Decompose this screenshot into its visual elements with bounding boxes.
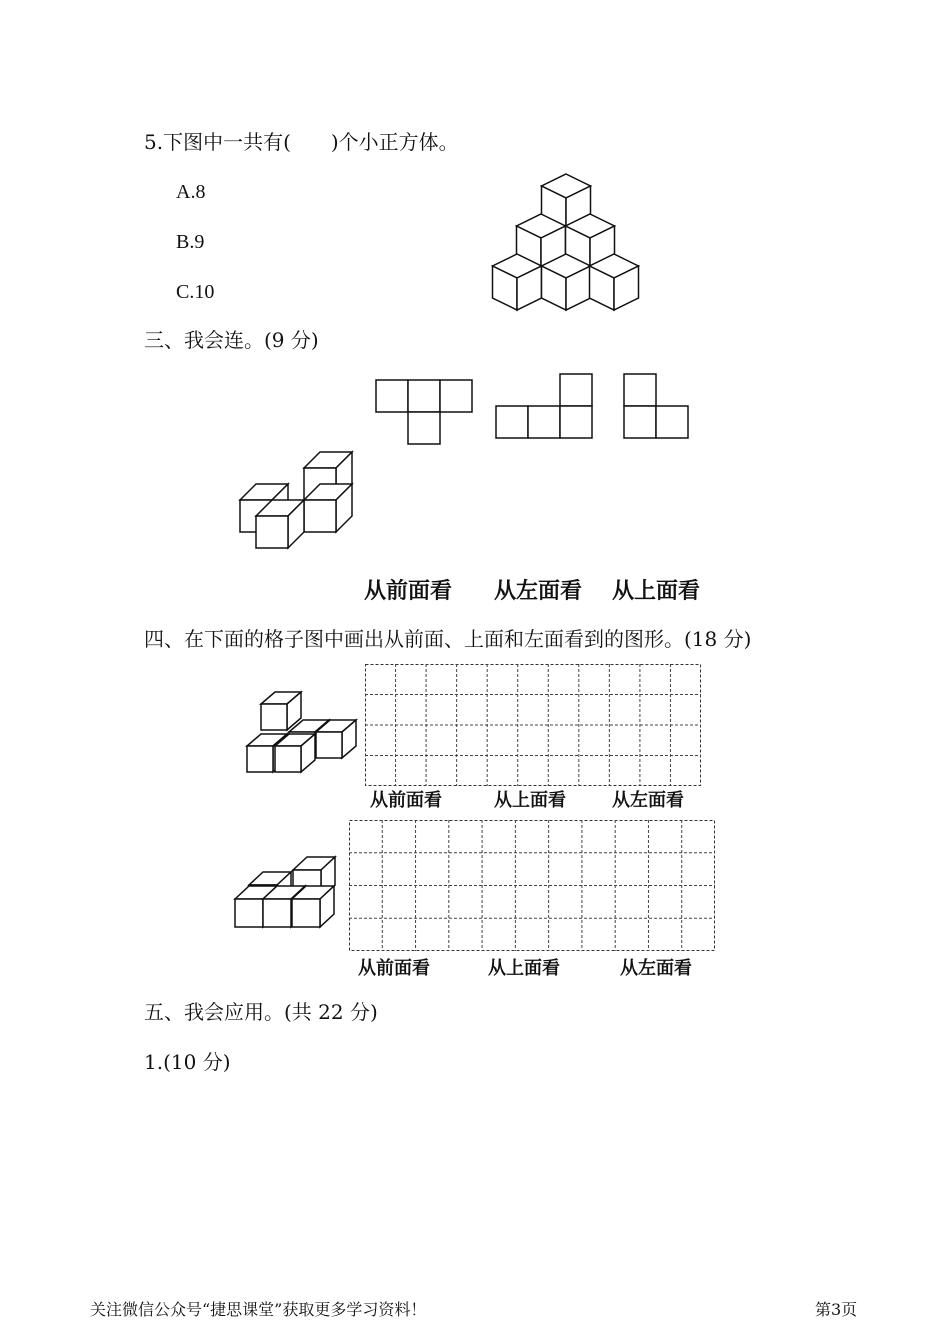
sec3-label-left: 从左面看 bbox=[494, 578, 583, 604]
section-4-title: 四、在下面的格子图中画出从前面、上面和左面看到的图形。(18 分) bbox=[144, 627, 752, 651]
section-5-title: 五、我会应用。(共 22 分) bbox=[144, 1000, 378, 1024]
footer-promo: 关注微信公众号“捷思课堂”获取更多学习资料！ bbox=[90, 1300, 427, 1319]
q5-option-c[interactable]: C.10 bbox=[176, 281, 215, 303]
q5-option-a[interactable]: A.8 bbox=[176, 181, 206, 203]
sec3-label-front: 从前面看 bbox=[364, 578, 453, 604]
grid2-label-left: 从左面看 bbox=[620, 958, 692, 979]
grid1-label-top: 从上面看 bbox=[494, 790, 566, 811]
q5-stem: 5.下图中一共有( )个小正方体。 bbox=[144, 130, 459, 154]
sec3-label-top: 从上面看 bbox=[612, 578, 701, 604]
grid2-label-front: 从前面看 bbox=[358, 958, 430, 979]
grid1-label-left: 从左面看 bbox=[612, 790, 684, 811]
grid2-label-top: 从上面看 bbox=[488, 958, 560, 979]
footer-page-number: 第3页 bbox=[815, 1300, 858, 1319]
drawing-grid-2[interactable] bbox=[349, 820, 715, 951]
grid1-label-front: 从前面看 bbox=[370, 790, 442, 811]
section-5-q1: 1.(10 分) bbox=[144, 1050, 231, 1074]
q5-option-b[interactable]: B.9 bbox=[176, 231, 205, 253]
section-3-title: 三、我会连。(9 分) bbox=[144, 328, 319, 352]
